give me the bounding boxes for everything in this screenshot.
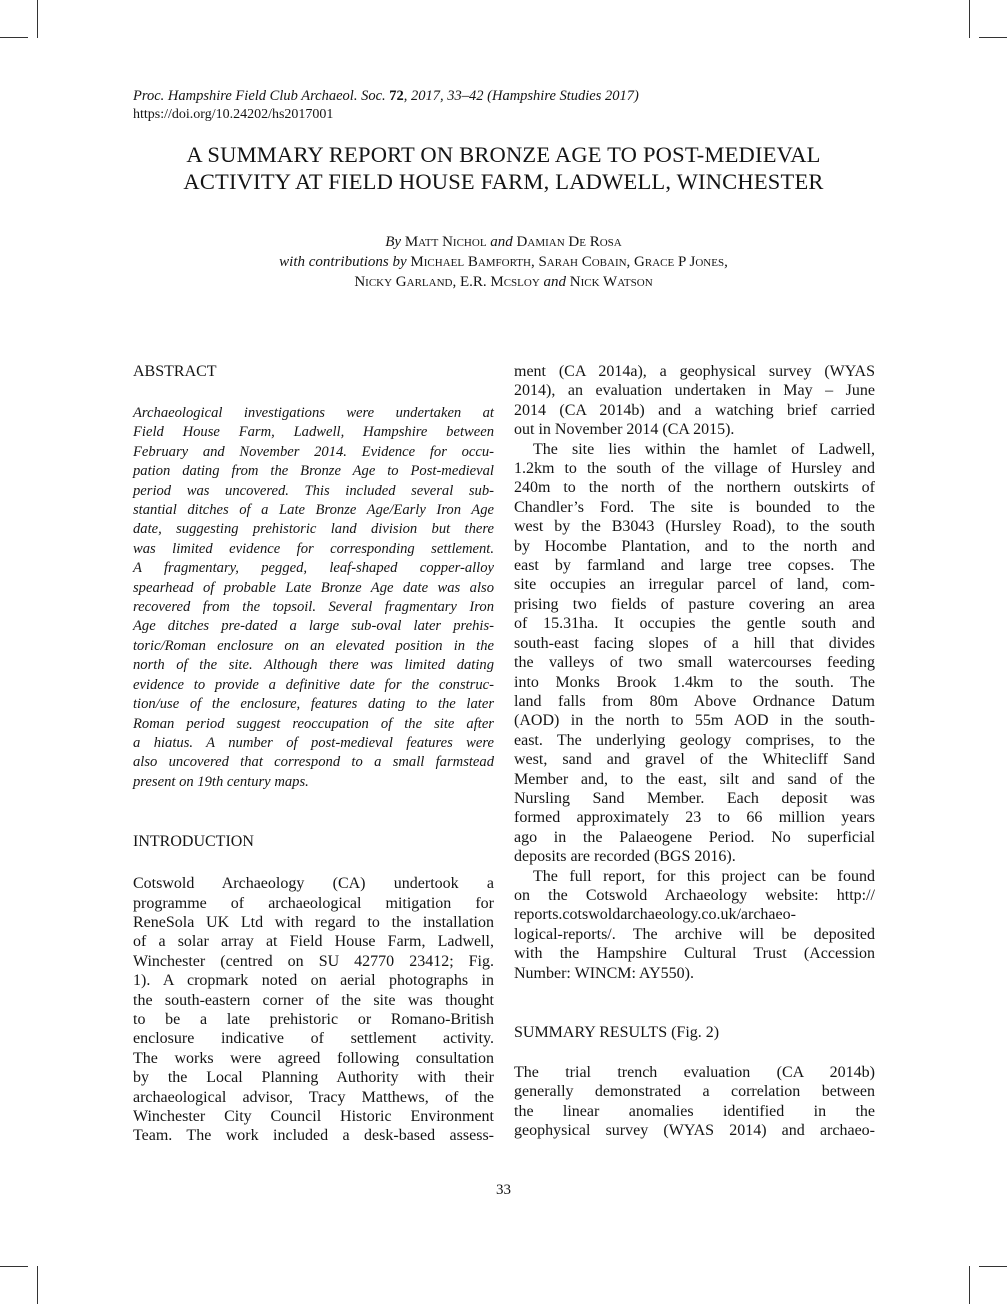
text-line: spearhead of probable Late Bronze Age date was also [133, 579, 494, 596]
text-line: north of the site. Although there was limited dating [133, 657, 494, 674]
text-line: stantial ditches of a Late Bronze Age/Early Iron Age [133, 502, 494, 519]
journal-volume: 72 [389, 88, 404, 104]
text-line: ment (CA 2014a), a geophysical survey (WYAS [514, 363, 875, 380]
text-line: programme of archaeological mitigation for [133, 894, 494, 912]
section-heading-summary-results: SUMMARY RESULTS (Fig. 2) [514, 1024, 720, 1041]
contributors: Nicky Garland, E.R. Mcsloy [354, 274, 540, 290]
text-line: the linear anomalies identified in the [514, 1102, 875, 1120]
crop-mark [969, 1266, 970, 1304]
byline-by: By [385, 234, 402, 250]
crop-mark [0, 37, 28, 38]
text-line: The site lies within the hamlet of Ladwell, [533, 440, 875, 458]
text-line: Winchester City Council Historic Environment [133, 1108, 494, 1125]
text-line: present on 19th century maps. [133, 773, 309, 790]
text-line: A fragmentary, pegged, leaf-shaped copper-alloy [133, 560, 494, 577]
article-title [120, 141, 887, 195]
introduction-paragraph [133, 874, 494, 1146]
author-name: Matt Nichol [404, 234, 487, 250]
text-line: Number: WINCM: AY550). [514, 964, 694, 982]
text-line: 1.2km to the south of the village of Hursley and [514, 460, 875, 478]
byline-and: and [543, 274, 567, 290]
right-column [514, 362, 875, 1141]
text-line: the valleys of two small watercourses feeding [514, 654, 875, 672]
text-line: tion/use of the enclosure, features dating to the later [133, 696, 494, 713]
text-line: 2014), an evaluation undertaken in May – June [514, 382, 875, 400]
left-column [133, 362, 494, 1146]
text-line: date, suggesting prehistoric land division but there [133, 521, 494, 538]
journal-citation [133, 88, 639, 105]
author-name: Damian De Rosa [516, 234, 622, 250]
text-line: deposits are recorded (BGS 2016). [514, 848, 736, 866]
text-line: Winchester (centred on SU 42770 23412; Fig. [133, 952, 494, 970]
title-line: A SUMMARY REPORT ON BRONZE AGE TO POST-MEDIEVAL [186, 142, 821, 167]
text-line: The trial trench evaluation (CA 2014b) [514, 1064, 875, 1081]
text-line: Member and, to the east, silt and sand of the [514, 770, 875, 788]
text-line: west, sand and gravel of the Whitecliff Sand [514, 751, 875, 769]
text-line: 2014 (CA 2014b) and a watching brief carried [514, 401, 875, 419]
section-heading-abstract: ABSTRACT [133, 363, 217, 380]
contributors: Michael Bamforth, Sarah Cobain, Grace P Jones, [410, 254, 728, 270]
text-line: west by the B3043 (Hursley Road), to the south [514, 518, 875, 536]
byline-and: and [490, 234, 513, 250]
text-line: Field House Farm, Ladwell, Hampshire between [133, 424, 494, 441]
text-line: Roman period suggest reoccupation of the site after [133, 715, 494, 732]
text-line: enclosure indicative of settlement activity. [133, 1030, 494, 1048]
text-line: also uncovered that correspond to a small farmstead [133, 754, 494, 771]
journal-name: Proc. Hampshire Field Club Archaeol. Soc. [133, 88, 386, 104]
text-line: was limited evidence for corresponding settlement. [133, 540, 494, 557]
text-line: evidence to provide a definitive date for the construc- [133, 676, 494, 693]
text-line: Age ditches pre-dated a large sub-oval later prehis- [133, 618, 494, 635]
text-line: formed approximately 23 to 66 million years [514, 809, 875, 827]
text-line: toric/Roman enclosure on an elevated position in the [133, 637, 494, 654]
text-line: pation dating from the Bronze Age to Post-medieval [133, 463, 494, 480]
text-line: Archaeological investigations were undertaken at [133, 405, 494, 421]
text-line: a hiatus. A number of post-medieval features were [133, 734, 494, 751]
text-line: (AOD) in the north to 55m AOD in the south- [514, 712, 875, 730]
text-line: Nursling Sand Member. Each deposit was [514, 789, 875, 807]
crop-mark [37, 0, 38, 38]
text-line: by Hocombe Plantation, and to the north and [514, 537, 875, 555]
crop-mark [979, 1266, 1007, 1267]
text-line: 240m to the north of the northern outskirts of [514, 479, 875, 497]
paragraph-site-location [514, 440, 875, 867]
text-line: ReneSola UK Ltd with regard to the installation [133, 913, 494, 931]
text-line: east. The underlying geology comprises, to the [514, 731, 875, 749]
text-line: the south-eastern corner of the site was thought [133, 991, 494, 1009]
crop-mark [979, 37, 1007, 38]
text-line: of a solar array at Field House Farm, Ladwell, [133, 933, 494, 951]
text-line[interactable]: on the Cotswold Archaeology website: http:// [514, 886, 875, 904]
journal-citation-rest: , 2017, 33–42 (Hampshire Studies 2017) [403, 88, 639, 104]
byline [120, 232, 887, 292]
text-line: Cotswold Archaeology (CA) undertook a [133, 875, 494, 893]
text-line: by the Local Planning Authority with their [133, 1069, 494, 1087]
text-line[interactable]: reports.cotswoldarchaeology.co.uk/archaeo- [514, 906, 796, 924]
text-line: Team. The work included a desk-based assess- [133, 1127, 494, 1145]
contributions-label: with contributions by [279, 254, 407, 270]
crop-mark [37, 1266, 38, 1304]
text-line: 1). A cropmark noted on aerial photographs in [133, 972, 494, 990]
crop-mark [0, 1266, 28, 1267]
text-line: into Monks Brook 1.4km to the south. The [514, 673, 875, 691]
text-line: to be a late prehistoric or Romano-British [133, 1010, 494, 1028]
text-line: The works were agreed following consultation [133, 1049, 494, 1067]
text-line: site occupies an irregular parcel of land, com- [514, 576, 875, 594]
text-line: February and November 2014. Evidence for occu- [133, 443, 494, 460]
abstract-paragraph [133, 404, 494, 792]
summary-paragraph [514, 1063, 875, 1141]
text-line: out in November 2014 (CA 2015). [514, 421, 735, 439]
text-line: The full report, for this project can be found [533, 867, 875, 885]
page-number: 33 [496, 1182, 511, 1198]
text-line: east by farmland and large tree copses. The [514, 557, 875, 575]
text-line: geophysical survey (WYAS 2014) and archaeo- [514, 1122, 875, 1140]
text-line: land falls from 80m Above Ordnance Datum [514, 692, 875, 710]
text-line: generally demonstrated a correlation between [514, 1083, 875, 1101]
text-line: with the Hampshire Cultural Trust (Accession [514, 945, 875, 963]
text-line: recovered from the topsoil. Several fragmentary Iron [133, 599, 494, 616]
paragraph-full-report [514, 867, 875, 983]
crop-mark [969, 0, 970, 38]
text-line: ago in the Palaeogene Period. No superficial [514, 828, 875, 846]
title-line: ACTIVITY AT FIELD HOUSE FARM, LADWELL, WINCHESTER [183, 169, 824, 194]
text-line: logical-reports/. The archive will be deposited [514, 925, 875, 943]
text-line: period was uncovered. This included several sub- [133, 482, 494, 499]
contributors: Nick Watson [569, 274, 653, 290]
text-line: prising two fields of pasture covering an area [514, 595, 875, 613]
text-line: of 15.31ha. It occupies the gentle south and [514, 615, 875, 633]
text-line: Chandler’s Ford. The site is bounded to the [514, 498, 875, 516]
text-line: south-east facing slopes of a hill that divides [514, 634, 875, 652]
section-heading-introduction: INTRODUCTION [133, 833, 254, 851]
doi-link[interactable]: https://doi.org/10.24202/hs2017001 [133, 107, 334, 122]
paragraph [514, 362, 875, 440]
text-line: archaeological advisor, Tracy Matthews, of the [133, 1088, 494, 1106]
